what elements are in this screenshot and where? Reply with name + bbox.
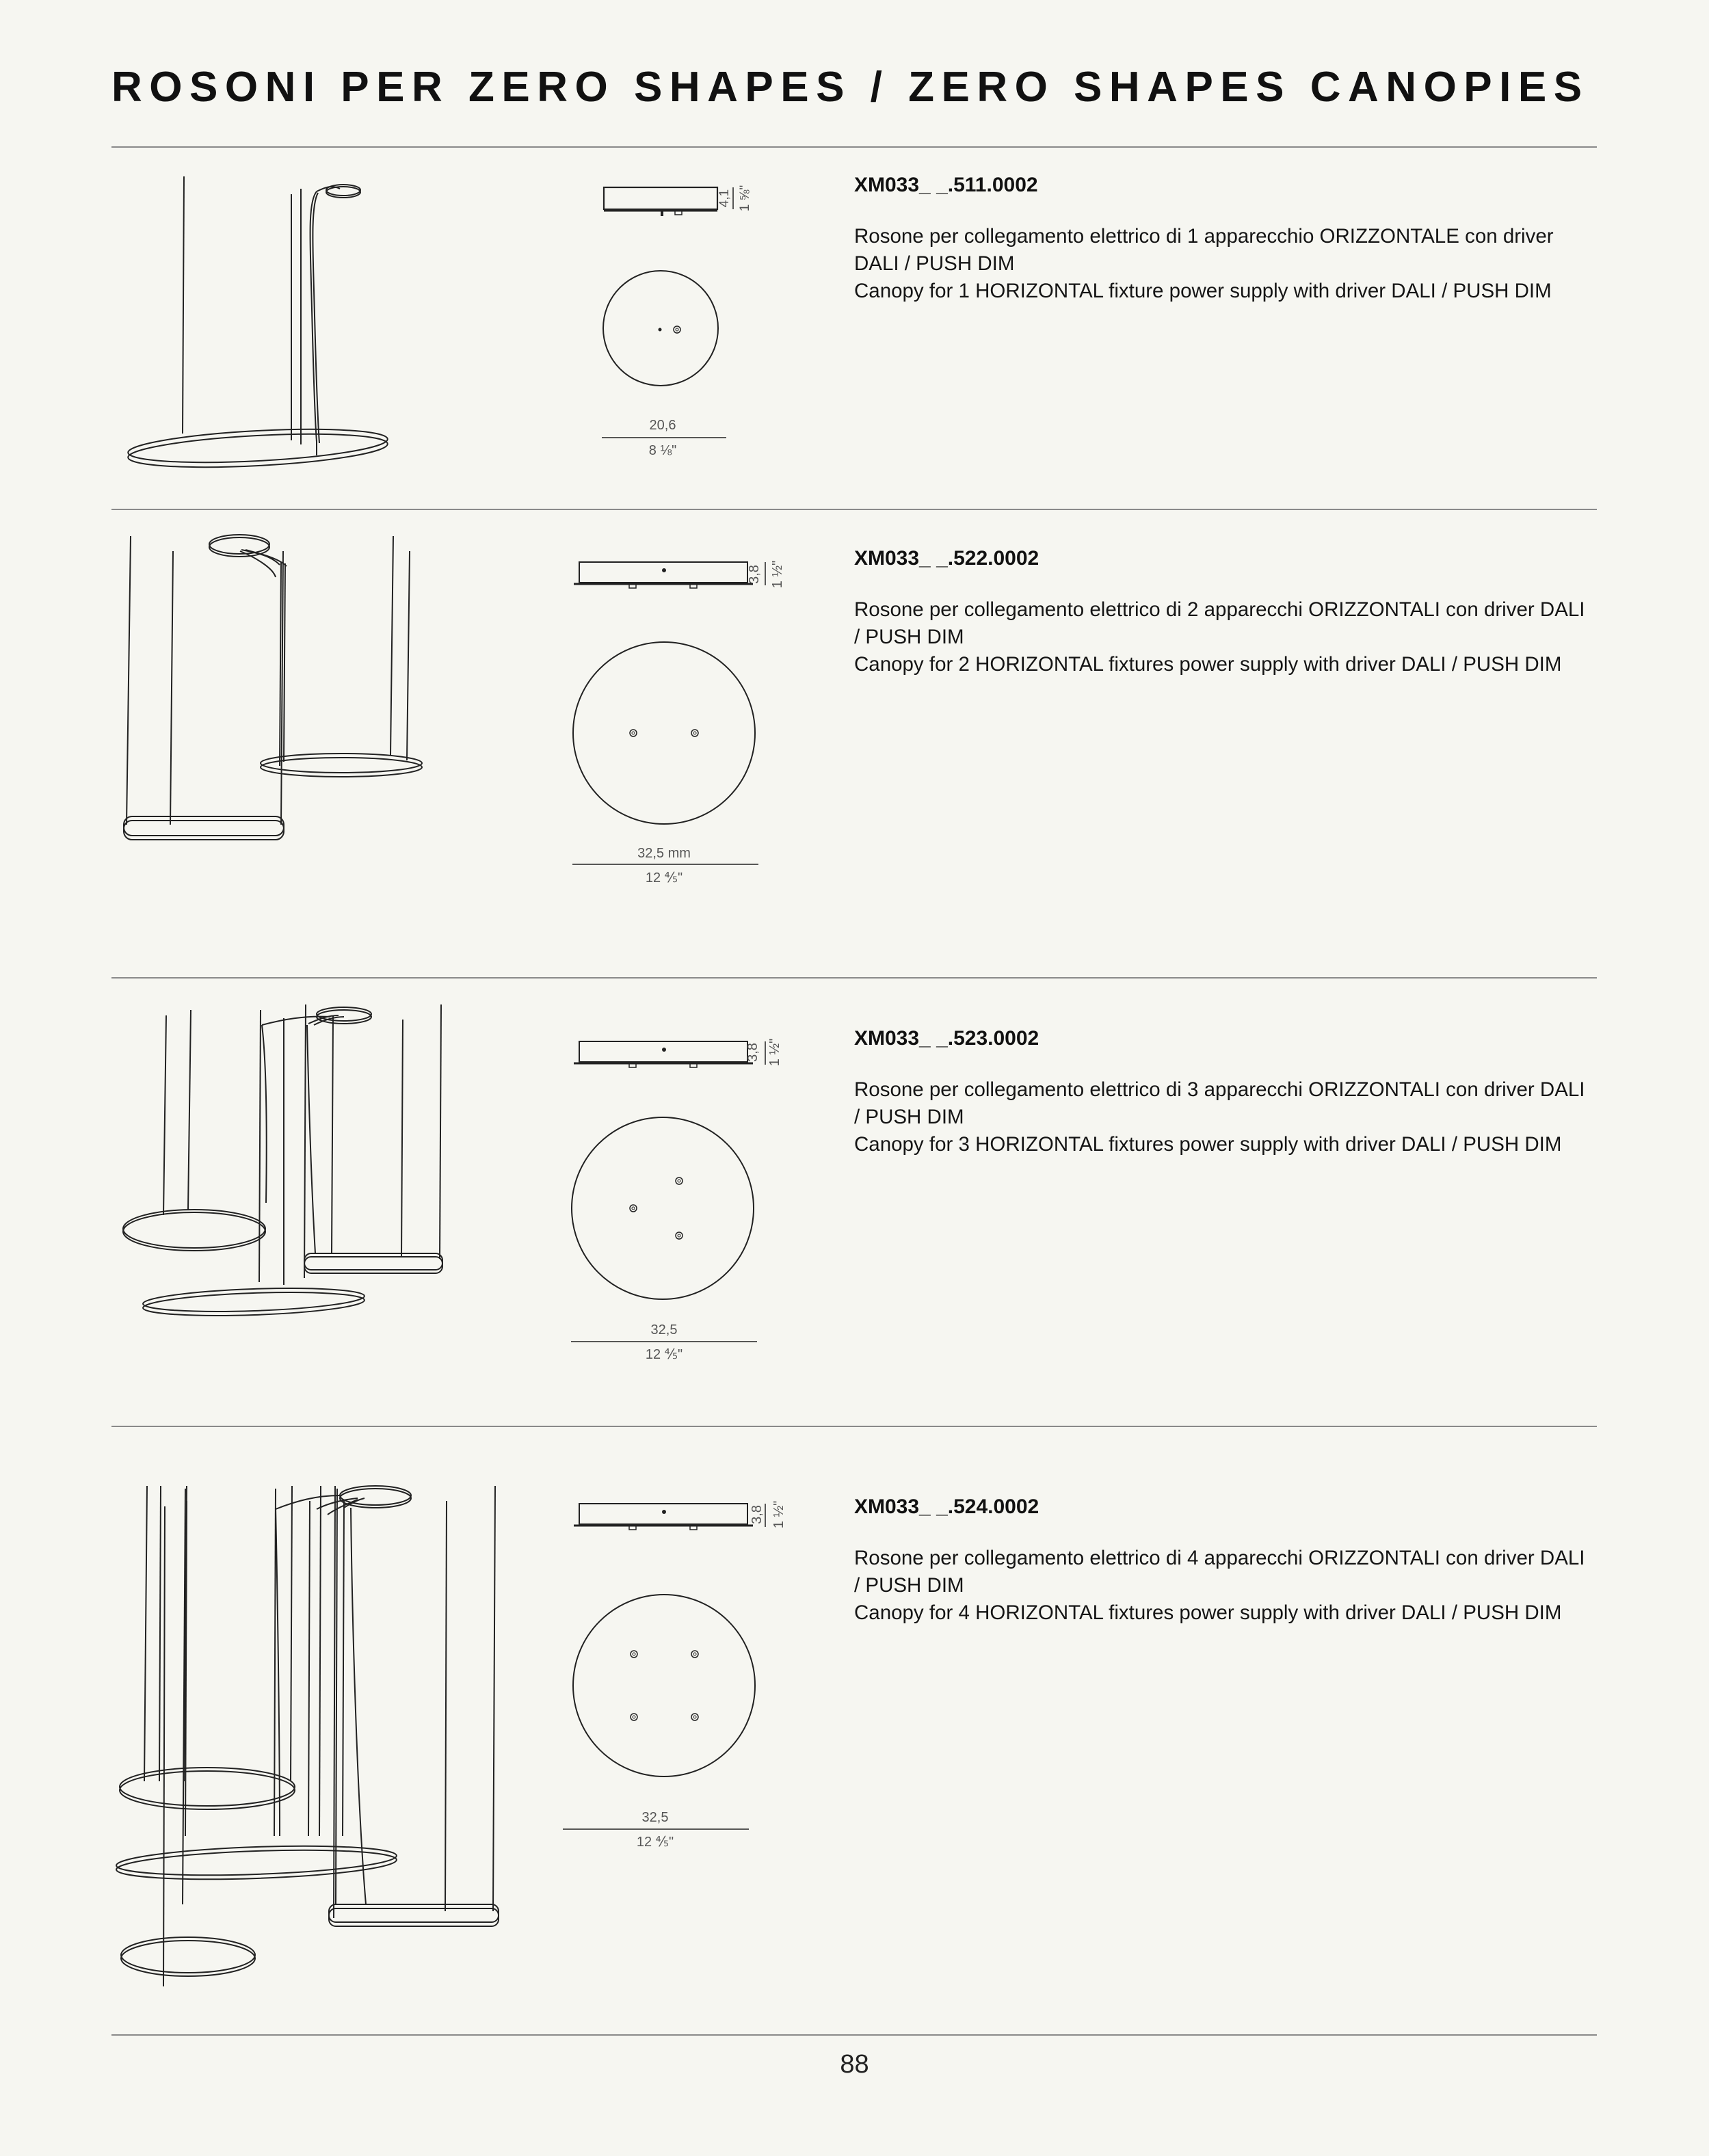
height-cm-label: 3,8 (747, 565, 762, 584)
diameter-in-label: 8 ⅛" (648, 443, 677, 458)
product-info (854, 174, 1593, 305)
product-description (854, 596, 1593, 678)
height-in-label: 1 ½" (771, 1500, 786, 1529)
product-info (854, 1495, 1593, 1627)
technical-drawing (549, 977, 823, 1360)
product-row-3 (111, 977, 1597, 1426)
product-description (854, 1545, 1593, 1627)
page-title: ROSONI PER ZERO SHAPES / ZERO SHAPES CANOPIES (111, 64, 1589, 111)
diameter-cm-label: 32,5 mm (637, 846, 691, 861)
description-english: Canopy for 2 HORIZONTAL fixtures power supply with driver DALI / PUSH DIM (854, 653, 1562, 676)
product-info (854, 547, 1593, 678)
description-italian: Rosone per collegamento elettrico di 3 apparecchi ORIZZONTALI con driver DALI / PUSH DIM (854, 1078, 1585, 1128)
product-row-4 (111, 1426, 1597, 2034)
technical-drawing (549, 146, 795, 468)
product-code: XM033_ _.522.0002 (854, 547, 1039, 570)
description-italian: Rosone per collegamento elettrico di 4 apparecchi ORIZZONTALI con driver DALI / PUSH DIM (854, 1547, 1585, 1597)
page-number: 88 (840, 2050, 869, 2079)
description-english: Canopy for 1 HORIZONTAL fixture power supply with driver DALI / PUSH DIM (854, 280, 1552, 302)
description-english: Canopy for 3 HORIZONTAL fixtures power supply with driver DALI / PUSH DIM (854, 1133, 1562, 1156)
diameter-in-label: 12 ⅘" (645, 1347, 683, 1362)
diameter-in-label: 12 ⅘" (636, 1835, 674, 1850)
lamp-illustration (111, 1426, 522, 1993)
product-info (854, 1027, 1593, 1158)
lamp-illustration (111, 509, 467, 864)
height-cm-label: 3,8 (745, 1043, 760, 1062)
diameter-cm-label: 32,5 (650, 1322, 678, 1337)
height-in-label: 1 ½" (767, 1038, 782, 1067)
product-description (854, 223, 1593, 305)
description-italian: Rosone per collegamento elettrico di 2 apparecchi ORIZZONTALI con driver DALI / PUSH DIM (854, 598, 1585, 648)
height-cm-label: 4,1 (717, 189, 732, 208)
lamp-illustration (111, 977, 467, 1333)
diameter-in-label: 12 ⅘" (645, 870, 683, 886)
technical-drawing (549, 1426, 823, 1850)
product-code: XM033_ _.523.0002 (854, 1027, 1039, 1050)
product-description (854, 1076, 1593, 1158)
diameter-cm-label: 32,5 (641, 1810, 669, 1825)
diameter-cm-label: 20,6 (649, 418, 676, 433)
height-in-label: 1 ½" (770, 560, 785, 589)
description-english: Canopy for 4 HORIZONTAL fixtures power supply with driver DALI / PUSH DIM (854, 1601, 1562, 1624)
product-row-2 (111, 509, 1597, 977)
divider (111, 2034, 1597, 2036)
description-italian: Rosone per collegamento elettrico di 1 apparecchio ORIZZONTALE con driver DALI / PUSH DIM (854, 225, 1554, 275)
height-cm-label: 3,8 (750, 1505, 765, 1524)
product-code: XM033_ _.524.0002 (854, 1495, 1039, 1518)
product-code: XM033_ _.511.0002 (854, 174, 1038, 196)
height-in-label: 1 ⅝" (738, 185, 752, 212)
lamp-illustration (111, 146, 412, 475)
product-row-1 (111, 146, 1597, 509)
technical-drawing (549, 509, 823, 892)
